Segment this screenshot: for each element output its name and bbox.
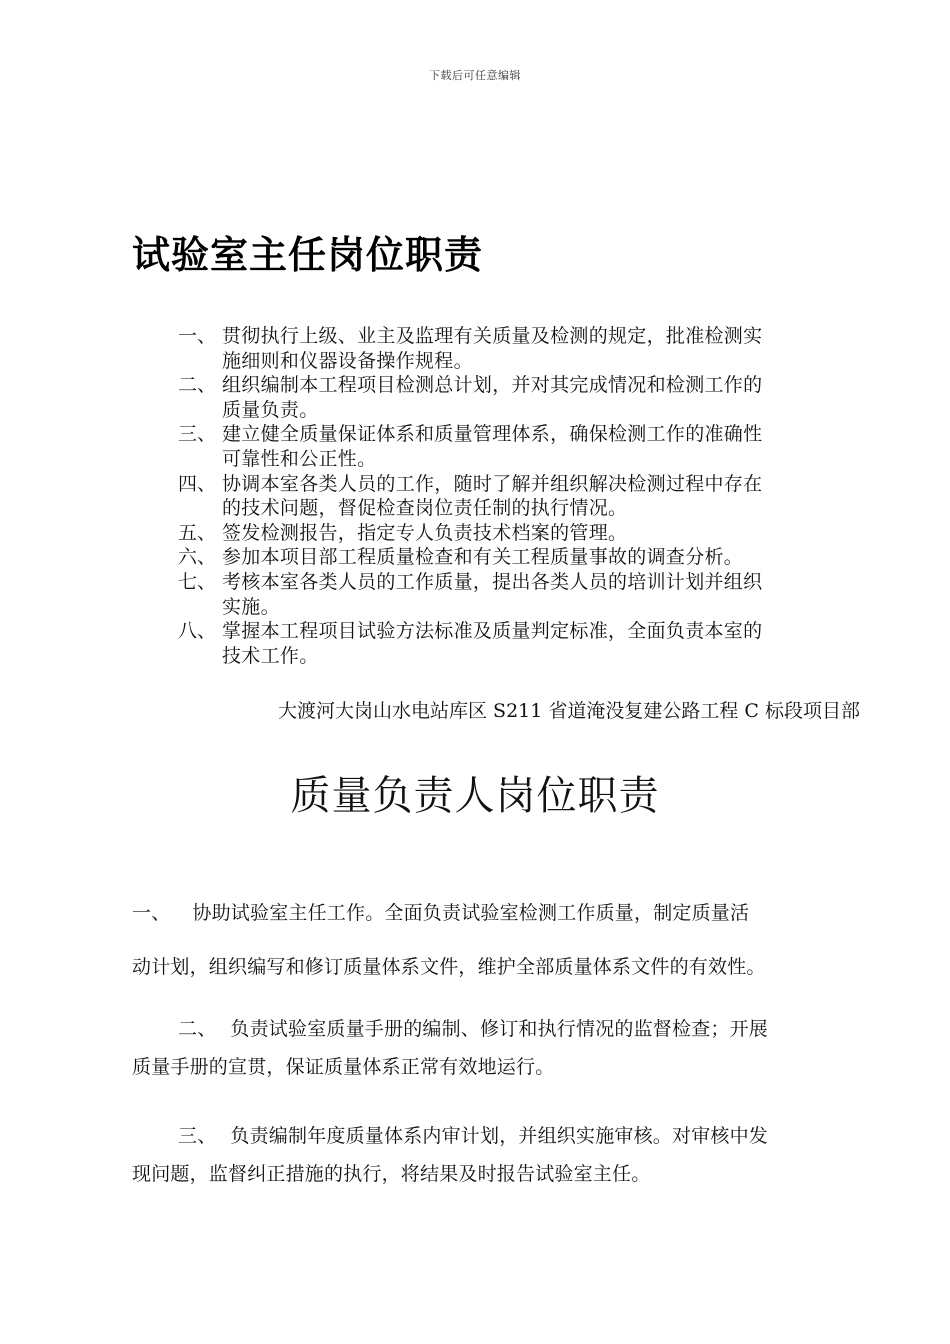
- paragraph-line: 质量手册的宣贯，保证质量体系正常有效地运行。: [132, 1056, 555, 1078]
- paragraph-line: [132, 1117, 862, 1155]
- duty-number: 六、: [178, 546, 217, 569]
- duty-item-4: [178, 472, 868, 521]
- duty-number: 五、: [178, 521, 217, 544]
- duty-text-line: 掌握本工程项目试验方法标准及质量判定标准，全面负责本室的: [222, 620, 763, 643]
- duty-text: [222, 324, 868, 373]
- paragraph-text: 负责编制年度质量体系内审计划，并组织实施审核。对审核中发: [230, 1125, 769, 1147]
- organization-signature: 大渡河大岗山水电站库区 S211 省道淹没复建公路工程 C 标段项目部: [278, 700, 860, 722]
- duty-text-line: 考核本室各类人员的工作质量，提出各类人员的培训计划并组织: [222, 570, 763, 593]
- duty-list: [178, 324, 868, 668]
- duty-text-line: 签发检测报告，指定专人负责技术档案的管理。: [222, 521, 628, 544]
- duty-text-line: 施细则和仪器设备操作规程。: [222, 349, 473, 372]
- duty-text-line: 贯彻执行上级、业主及监理有关质量及检测的规定，批准检测实: [222, 325, 763, 347]
- section2-title: 质量负责人岗位职责: [290, 773, 660, 819]
- duty-text: [222, 570, 868, 619]
- duty-text-line: 协调本室各类人员的工作，随时了解并组织解决检测过程中存在: [222, 472, 763, 495]
- duty-number: 八、: [178, 620, 217, 643]
- section1-title: 试验室主任岗位职责: [132, 232, 484, 277]
- duty-number: 二、: [178, 374, 217, 397]
- duty-text-line: 质量负责。: [222, 398, 319, 421]
- duty-item-2: [178, 373, 868, 422]
- duty-text-line: 技术工作。: [222, 644, 319, 667]
- quality-duty-paragraph-1: [132, 886, 862, 994]
- paragraph-text: 协助试验室主任工作。全面负责试验室检测工作质量，制定质量活: [192, 902, 750, 924]
- duty-text-line: 可靠性和公正性。: [222, 447, 377, 470]
- duty-item-5: [178, 521, 868, 546]
- duty-text: [222, 373, 868, 422]
- paragraph-number: 三、: [178, 1125, 217, 1147]
- duty-text-line: 建立健全质量保证体系和质量管理体系，确保检测工作的准确性: [222, 423, 763, 446]
- quality-duty-paragraph-3: [132, 1117, 862, 1193]
- paragraph-text: 负责试验室质量手册的编制、修订和执行情况的监督检查；开展: [230, 1018, 769, 1040]
- paragraph-number: 二、: [178, 1018, 217, 1040]
- duty-number: 四、: [178, 472, 217, 495]
- duty-item-8: [178, 619, 868, 668]
- duty-text: [222, 619, 868, 668]
- duty-number: 七、: [178, 570, 217, 593]
- duty-item-6: [178, 545, 868, 570]
- paragraph-line: [132, 886, 862, 940]
- paragraph-line: 现问题，监督纠正措施的执行，将结果及时报告试验室主任。: [132, 1163, 651, 1185]
- paragraph-line: 动计划，组织编写和修订质量体系文件，维护全部质量体系文件的有效性。: [132, 956, 766, 978]
- quality-duty-paragraph-2: [132, 1010, 862, 1086]
- duty-text: [222, 422, 868, 471]
- duty-text-line: 组织编制本工程项目检测总计划，并对其完成情况和检测工作的: [222, 374, 763, 397]
- duty-text: [222, 545, 868, 570]
- duty-item-3: [178, 422, 868, 471]
- header-note: 下载后可任意编辑: [429, 69, 521, 82]
- paragraph-number: 一、: [132, 902, 171, 924]
- duty-number: 一、: [178, 325, 217, 347]
- duty-text: [222, 472, 868, 521]
- duty-item-1: [178, 324, 868, 373]
- duty-number: 三、: [178, 423, 217, 446]
- paragraph-line: [132, 1010, 862, 1048]
- duty-item-7: [178, 570, 868, 619]
- duty-text-line: 实施。: [222, 595, 280, 618]
- duty-text-line: 的技术问题，督促检查岗位责任制的执行情况。: [222, 497, 628, 520]
- duty-text-line: 参加本项目部工程质量检查和有关工程质量事故的调查分析。: [222, 546, 744, 569]
- duty-text: [222, 521, 868, 546]
